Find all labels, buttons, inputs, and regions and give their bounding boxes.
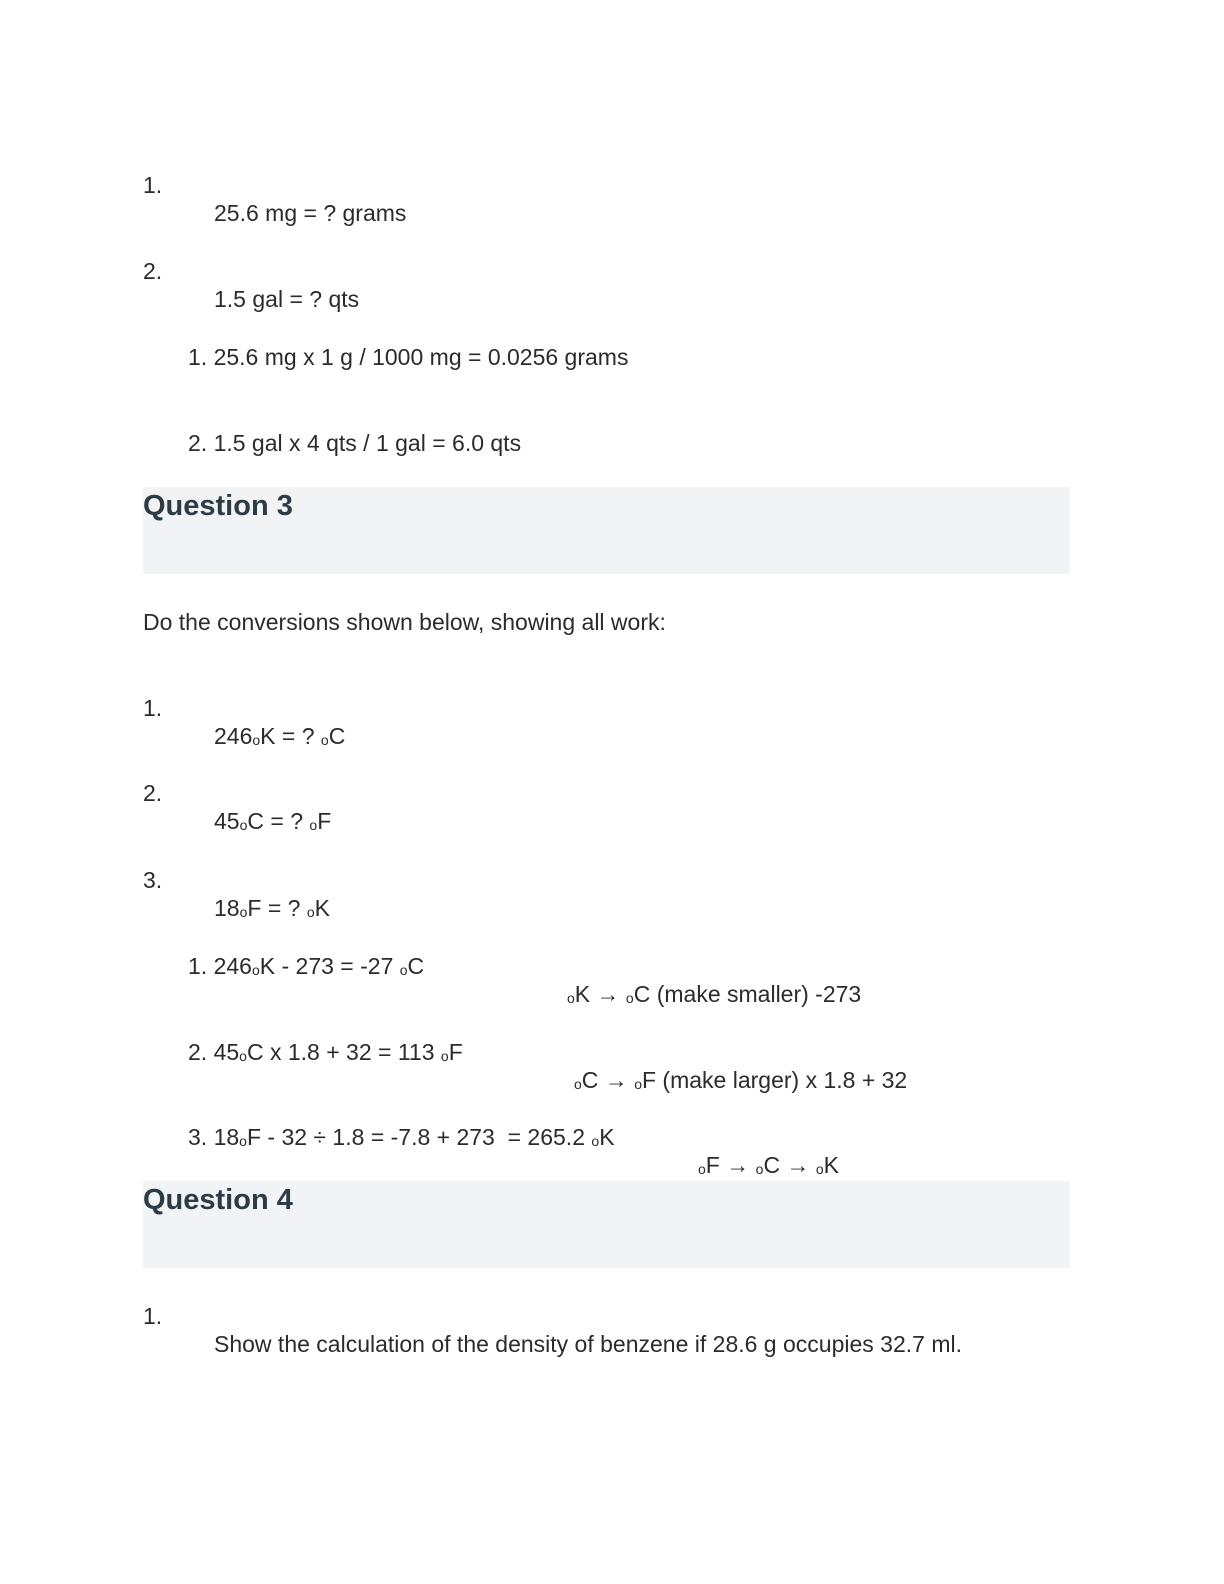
question-title: Question 4 xyxy=(143,1184,293,1216)
item-number: 3. xyxy=(143,867,163,893)
answer-line xyxy=(0,401,522,457)
question-4-header xyxy=(143,1181,1070,1268)
answer-text: 1. 25.6 mg x 1 g / 1000 mg = 0.0256 grams xyxy=(188,344,629,370)
prompt-text: Do the conversions shown below, showing all work: xyxy=(143,609,666,635)
list-item xyxy=(0,143,407,227)
item-number: 2. xyxy=(143,258,163,284)
degree-symbol: o xyxy=(309,817,318,833)
question-3-header xyxy=(143,487,1070,574)
answer-line xyxy=(0,1010,908,1094)
list-item xyxy=(0,1274,962,1358)
answer-text: 2. 1.5 gal x 4 qts / 1 gal = 6.0 qts xyxy=(188,430,522,456)
question-title: Question 3 xyxy=(143,490,293,522)
item-number: 2. xyxy=(143,780,163,806)
item-text: 246oK = ? oC xyxy=(214,723,346,749)
degree-symbol: o xyxy=(252,732,261,748)
item-number: 1. xyxy=(143,695,163,721)
degree-symbol: o xyxy=(306,904,315,920)
question-prompt xyxy=(0,580,666,636)
answer-text: 2. 45oC x 1.8 + 32 = 113 oF xyxy=(188,1039,463,1065)
answer-text: 1. 246oK - 273 = -27 oC xyxy=(188,953,425,979)
list-item xyxy=(0,838,330,922)
answer-note: oC → oF (make larger) x 1.8 + 32 xyxy=(574,1067,908,1093)
item-number: 1. xyxy=(143,172,163,198)
answer-line xyxy=(0,1095,839,1179)
item-text: 25.6 mg = ? grams xyxy=(214,200,407,226)
item-text: 45oC = ? oF xyxy=(214,808,332,834)
answer-note: oK → oC (make smaller) -273 xyxy=(567,981,862,1007)
list-item xyxy=(0,751,332,835)
answer-line xyxy=(0,924,862,1008)
list-item xyxy=(0,666,346,750)
list-item xyxy=(0,229,360,313)
degree-symbol: o xyxy=(239,904,248,920)
answer-text: 3. 18oF - 32 ÷ 1.8 = -7.8 + 273 = 265.2 oK xyxy=(188,1124,615,1150)
degree-symbol: o xyxy=(239,817,248,833)
degree-symbol: o xyxy=(320,732,329,748)
item-text: 18oF = ? oK xyxy=(214,895,330,921)
item-number: 1. xyxy=(143,1303,163,1329)
answer-note: oF → oC → oK xyxy=(698,1152,839,1178)
answer-line xyxy=(0,315,629,371)
item-text: Show the calculation of the density of benzene if 28.6 g occupies 32.7 ml. xyxy=(214,1331,962,1357)
item-text: 1.5 gal = ? qts xyxy=(214,286,360,312)
